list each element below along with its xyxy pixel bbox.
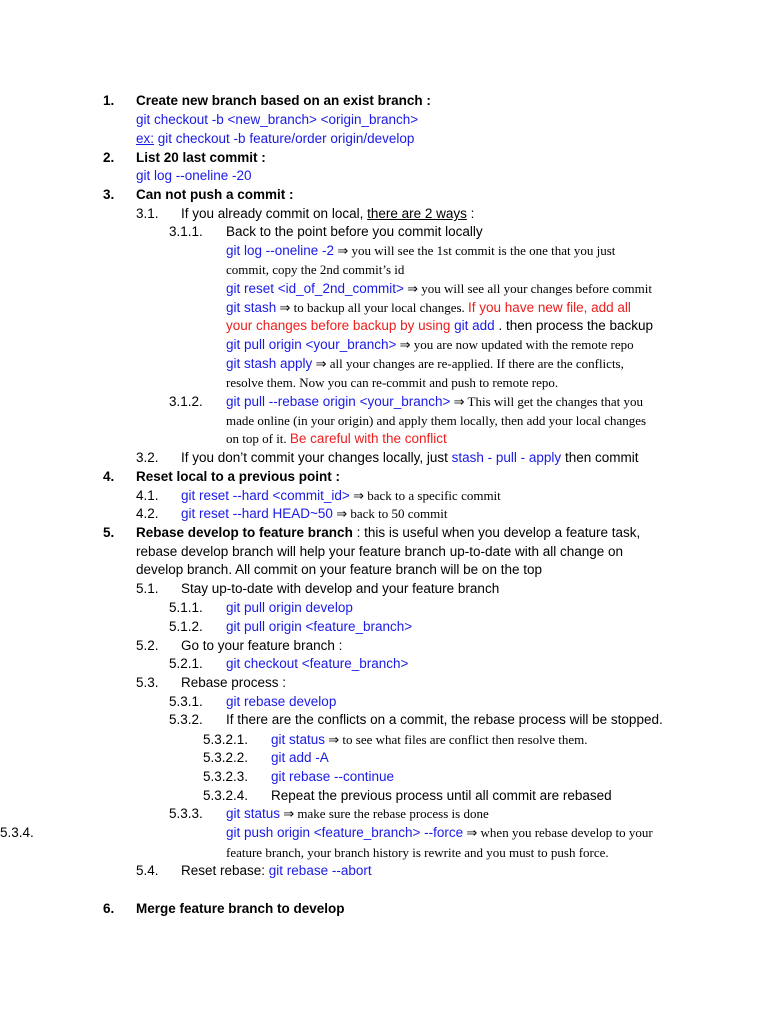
text-segment: ⇒ you will see all your changes before commit — [403, 281, 652, 296]
list-number: 6. — [103, 901, 115, 916]
text-segment: there are 2 ways — [367, 206, 467, 221]
list-item — [226, 336, 634, 354]
text-segment: ⇒ to backup all your local changes. — [276, 300, 469, 315]
text-segment: ⇒ all your changes are re-applied. If there are the conflicts, — [312, 356, 624, 371]
text-segment: ⇒ This will get the changes that you — [450, 394, 644, 409]
list-number: 3. — [103, 187, 115, 202]
list-item — [271, 768, 394, 786]
text-segment: Repeat the previous process until all commit are rebased — [271, 788, 612, 803]
text-segment: stash - pull - apply — [451, 450, 562, 465]
text-segment: git pull origin develop — [226, 600, 353, 615]
list-item — [181, 674, 286, 692]
list-item — [271, 749, 329, 767]
text-segment: ⇒ you will see the 1st commit is the one that you just — [334, 243, 616, 258]
text-segment: your changes before backup by using — [226, 318, 455, 333]
text-segment: If you don’t commit your changes locally, just — [181, 450, 452, 465]
list-item — [181, 862, 372, 880]
list-item — [136, 186, 294, 204]
list-number: 5.2. — [136, 638, 159, 653]
list-number: 5.3.2.3. — [203, 769, 249, 784]
text-segment: If you have new file, add all — [468, 300, 631, 315]
text-segment: Reset local to a previous point : — [136, 469, 341, 484]
list-item — [226, 693, 336, 711]
list-number: 5.3.2.4. — [203, 788, 249, 803]
list-number: 5.4. — [136, 863, 159, 878]
text-segment: ⇒ back to a specific commit — [349, 488, 501, 503]
list-item — [136, 130, 414, 148]
text-segment: resolve them. Now you can re-commit and push to remote repo. — [226, 375, 559, 390]
text-segment: ⇒ when you rebase develop to your — [463, 825, 653, 840]
list-number: 5.2.1. — [169, 656, 203, 671]
list-item — [181, 449, 638, 467]
list-item — [226, 280, 652, 298]
text-segment: git status — [226, 806, 281, 821]
list-item — [181, 505, 447, 523]
text-segment: If there are the conflicts on a commit, the rebase process will be stopped. — [226, 712, 663, 727]
list-item — [226, 599, 353, 617]
list-item — [226, 618, 412, 636]
list-item — [226, 805, 489, 823]
text-segment: git stash apply — [226, 356, 313, 371]
text-segment: ⇒ make sure the rebase process is done — [280, 806, 489, 821]
text-segment: Go to your feature branch : — [181, 638, 343, 653]
text-segment: on top of it. — [226, 431, 290, 446]
text-segment: git reset --hard <commit_id> — [181, 488, 350, 503]
text-segment: git checkout <feature_branch> — [226, 656, 409, 671]
list-number: 5.1.2. — [169, 619, 203, 634]
text-segment: git reset --hard HEAD~50 — [181, 506, 333, 521]
text-segment: git reset <id_of_2nd_commit> — [226, 281, 404, 296]
text-segment: git push origin <feature_branch> --force — [226, 825, 464, 840]
text-segment: git add -A — [271, 750, 329, 765]
text-segment: git stash — [226, 300, 277, 315]
list-item — [136, 561, 542, 579]
text-segment: If you already commit on local, — [181, 206, 368, 221]
list-number: 5.3.3. — [169, 806, 203, 821]
text-segment: git rebase --abort — [268, 863, 372, 878]
list-number: 5.3. — [136, 675, 159, 690]
list-item — [226, 711, 663, 729]
list-number: 1. — [103, 93, 115, 108]
list-item — [271, 787, 612, 805]
list-item — [226, 261, 404, 279]
text-segment: git rebase develop — [226, 694, 337, 709]
list-item — [226, 393, 643, 411]
text-segment: : this is useful when you develop a feature task, — [352, 525, 641, 540]
text-segment: Be careful with the conflict — [289, 431, 447, 446]
list-item — [181, 580, 499, 598]
text-segment: git pull origin <your_branch> — [226, 337, 397, 352]
list-number: 5.3.2.2. — [203, 750, 249, 765]
list-number: 3.1.2. — [169, 394, 203, 409]
list-item — [136, 900, 345, 918]
text-segment: Merge feature branch to develop — [136, 901, 345, 916]
text-segment: rebase develop branch will help your feature branch up-to-date with all change on — [136, 544, 624, 559]
list-number: 5.3.2. — [169, 712, 203, 727]
list-item — [136, 92, 431, 110]
list-number: 5.3.4. — [0, 825, 34, 840]
text-segment: git checkout -b <new_branch> <origin_branch> — [136, 112, 419, 127]
text-segment: git pull origin <feature_branch> — [226, 619, 413, 634]
list-item — [136, 111, 418, 129]
list-item — [226, 824, 653, 842]
text-segment: git log --oneline -20 — [136, 168, 252, 183]
list-item — [226, 412, 646, 430]
list-number: 4.1. — [136, 488, 159, 503]
list-number: 4. — [103, 469, 115, 484]
text-segment: made online (in your origin) and apply them locally, then add your local changes — [226, 413, 647, 428]
list-number: 3.2. — [136, 450, 159, 465]
text-segment: git add — [454, 318, 495, 333]
list-number: 5.3.1. — [169, 694, 203, 709]
list-item — [271, 731, 588, 749]
text-segment: git rebase --continue — [271, 769, 395, 784]
list-number: 2. — [103, 150, 115, 165]
text-segment: feature branch, your branch history is rewrite and you must to push force. — [226, 845, 609, 860]
list-item — [136, 543, 623, 561]
text-segment: git checkout -b feature/order origin/develop — [154, 131, 415, 146]
list-item — [136, 167, 252, 185]
list-number: 3.1.1. — [169, 224, 203, 239]
list-item — [226, 242, 615, 260]
list-item — [181, 637, 342, 655]
text-segment: commit, copy the 2nd commit’s id — [226, 262, 405, 277]
text-segment: git pull --rebase origin <your_branch> — [226, 394, 451, 409]
list-item — [226, 374, 558, 392]
list-number: 5.1. — [136, 581, 159, 596]
text-segment: Create new branch based on an exist branch : — [136, 93, 431, 108]
list-item — [226, 299, 631, 317]
text-segment: Stay up-to-date with develop and your feature branch — [181, 581, 500, 596]
text-segment: Rebase develop to feature branch — [136, 525, 353, 540]
text-segment: ex: — [136, 131, 155, 146]
list-item — [226, 844, 609, 862]
text-segment: git log --oneline -2 — [226, 243, 335, 258]
text-segment: ⇒ to see what files are conflict then resolve them. — [325, 732, 588, 747]
list-item — [226, 223, 483, 241]
list-item — [181, 205, 474, 223]
list-item — [136, 524, 640, 542]
text-segment: List 20 last commit : — [136, 150, 266, 165]
list-number: 3.1. — [136, 206, 159, 221]
list-item — [226, 430, 447, 448]
list-number: 5. — [103, 525, 115, 540]
text-segment: : — [466, 206, 475, 221]
text-segment: git status — [271, 732, 326, 747]
list-item — [181, 487, 501, 505]
list-number: 5.3.2.1. — [203, 732, 249, 747]
text-segment: Back to the point before you commit locally — [226, 224, 483, 239]
list-item — [226, 355, 624, 373]
list-number: 4.2. — [136, 506, 159, 521]
text-segment: Can not push a commit : — [136, 187, 294, 202]
list-number: 5.1.1. — [169, 600, 203, 615]
text-segment: Reset rebase: — [181, 863, 269, 878]
list-item — [226, 317, 653, 335]
list-item — [136, 468, 340, 486]
text-segment: ⇒ back to 50 commit — [332, 506, 448, 521]
text-segment: then commit — [561, 450, 639, 465]
text-segment: develop branch. All commit on your feature branch will be on the top — [136, 562, 542, 577]
text-segment: Rebase process : — [181, 675, 287, 690]
list-item — [226, 655, 408, 673]
text-segment: ⇒ you are now updated with the remote repo — [396, 337, 634, 352]
list-item — [136, 149, 266, 167]
text-segment: . then process the backup — [494, 318, 654, 333]
